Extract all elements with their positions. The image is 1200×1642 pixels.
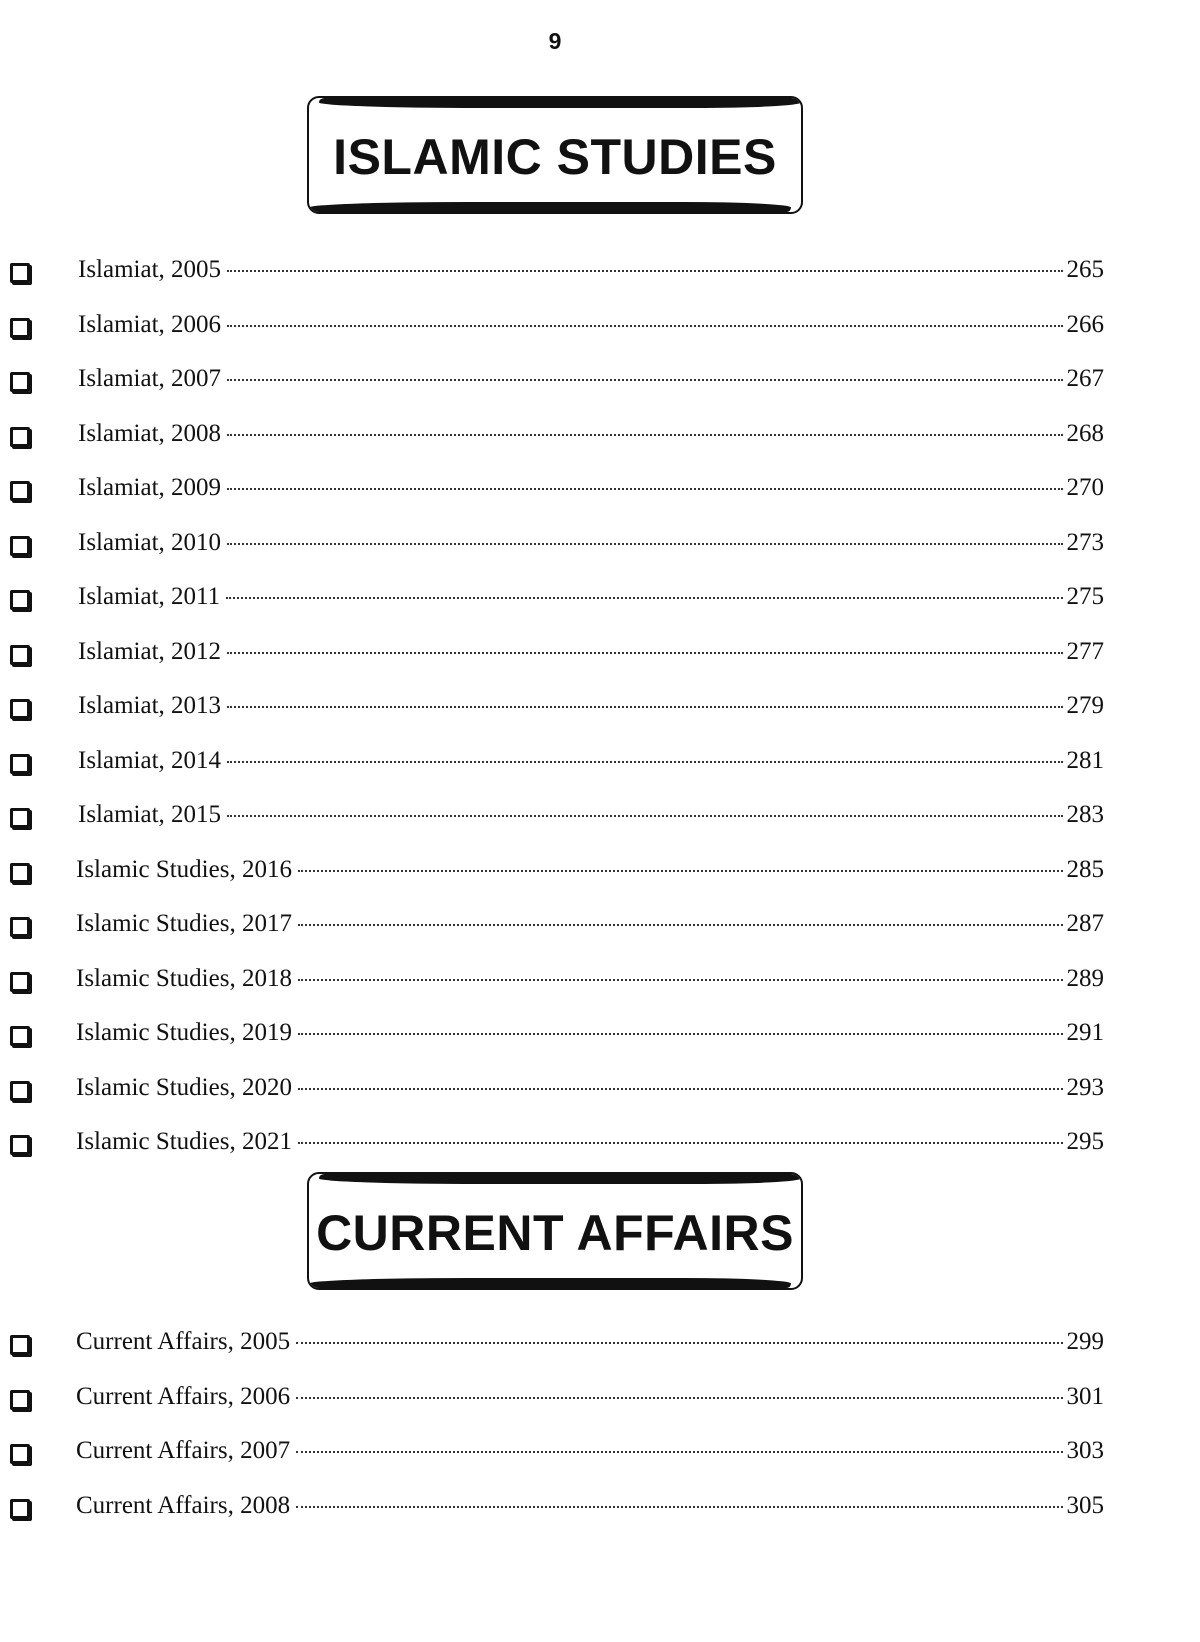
checkbox-icon — [10, 1444, 30, 1464]
page-ref: 283 — [1066, 801, 1104, 828]
dot-leader — [227, 434, 1062, 436]
entry-title: Current Affairs, 2005 — [76, 1328, 291, 1355]
dot-leader — [296, 1451, 1062, 1453]
page-ref: 287 — [1066, 910, 1104, 937]
dot-leader — [227, 325, 1062, 327]
dot-leader — [227, 761, 1062, 763]
checkbox-icon — [10, 1135, 30, 1155]
dot-leader — [227, 488, 1062, 490]
toc-entry[interactable] — [0, 250, 1200, 305]
toc-entry[interactable] — [0, 850, 1200, 905]
dot-leader — [296, 1342, 1062, 1344]
dot-leader — [298, 924, 1063, 926]
toc-entry[interactable] — [0, 523, 1200, 578]
entry-title: Islamic Studies, 2018 — [76, 964, 292, 992]
toc-entry[interactable] — [0, 1013, 1200, 1068]
checkbox-icon — [10, 318, 30, 338]
entry-title: Current Affairs, 2008 — [76, 1491, 291, 1519]
checkbox-icon — [10, 481, 30, 501]
checkbox-icon — [10, 972, 30, 992]
entry-title: Islamiat, 2010 — [78, 528, 222, 556]
checkbox-icon — [10, 1026, 30, 1046]
checkbox-icon — [10, 1390, 30, 1410]
toc-entry[interactable] — [0, 686, 1200, 741]
checkbox-icon — [10, 1081, 30, 1101]
section-title: CURRENT AFFAIRS — [316, 1205, 794, 1261]
toc-entry[interactable] — [0, 468, 1200, 523]
dot-leader — [298, 979, 1063, 981]
section-title: ISLAMIC STUDIES — [333, 129, 777, 185]
toc-entry[interactable] — [0, 1322, 1200, 1377]
checkbox-icon — [10, 699, 30, 719]
entry-title: Islamic Studies, 2017 — [76, 910, 292, 937]
toc-entry[interactable] — [0, 1431, 1200, 1486]
page-ref: 303 — [1066, 1437, 1104, 1464]
page-ref: 268 — [1066, 419, 1104, 447]
toc-entry[interactable] — [0, 959, 1200, 1014]
dot-leader — [227, 706, 1062, 708]
page-ref: 299 — [1066, 1328, 1104, 1355]
checkbox-icon — [10, 808, 30, 828]
checkbox-icon — [10, 754, 30, 774]
toc-entry[interactable] — [0, 1068, 1200, 1123]
entry-title: Islamiat, 2012 — [78, 637, 222, 665]
section-header-current-affairs — [307, 1172, 803, 1290]
entry-title: Islamiat, 2005 — [78, 256, 222, 283]
toc-entry[interactable] — [0, 1486, 1200, 1541]
entry-title: Islamiat, 2013 — [78, 692, 222, 719]
toc-entry[interactable] — [0, 1377, 1200, 1432]
toc-entry[interactable] — [0, 359, 1200, 414]
page-ref: 285 — [1066, 855, 1104, 883]
dot-leader — [296, 1397, 1062, 1399]
entry-title: Islamiat, 2008 — [78, 419, 222, 447]
entry-title: Islamiat, 2006 — [78, 310, 222, 338]
entry-title: Islamic Studies, 2019 — [76, 1019, 292, 1046]
page-number: 9 — [548, 28, 562, 54]
toc-entry[interactable] — [0, 305, 1200, 360]
checkbox-icon — [10, 536, 30, 556]
page-ref: 291 — [1066, 1019, 1104, 1046]
dot-leader — [227, 270, 1062, 272]
page-ref: 275 — [1066, 583, 1104, 610]
page-ref: 301 — [1066, 1382, 1104, 1410]
page-ref: 266 — [1066, 310, 1104, 338]
toc-entry[interactable] — [0, 1122, 1200, 1177]
toc-entry[interactable] — [0, 795, 1200, 850]
checkbox-icon — [10, 427, 30, 447]
dot-leader — [227, 379, 1062, 381]
page-ref: 305 — [1066, 1491, 1104, 1519]
toc-entry[interactable] — [0, 904, 1200, 959]
page-ref: 281 — [1066, 746, 1104, 774]
page-ref: 277 — [1066, 637, 1104, 665]
toc-entry[interactable] — [0, 741, 1200, 796]
page-ref: 267 — [1066, 365, 1104, 392]
page-ref: 270 — [1066, 474, 1104, 501]
dot-leader — [298, 1033, 1063, 1035]
page-ref: 289 — [1066, 964, 1104, 992]
checkbox-icon — [10, 590, 30, 610]
entry-title: Islamiat, 2007 — [78, 365, 222, 392]
dot-leader — [298, 1088, 1063, 1090]
checkbox-icon — [10, 917, 30, 937]
entry-title: Islamic Studies, 2021 — [76, 1128, 292, 1155]
checkbox-icon — [10, 1335, 30, 1355]
dot-leader — [227, 543, 1062, 545]
toc-entry[interactable] — [0, 577, 1200, 632]
checkbox-icon — [10, 263, 30, 283]
entry-title: Islamiat, 2015 — [78, 801, 222, 828]
entry-title: Islamiat, 2009 — [78, 474, 222, 501]
toc-entry[interactable] — [0, 632, 1200, 687]
page-ref: 279 — [1066, 692, 1104, 719]
entry-title: Islamic Studies, 2020 — [76, 1073, 292, 1101]
dot-leader — [296, 1506, 1062, 1508]
entry-title: Current Affairs, 2006 — [76, 1382, 291, 1410]
toc-list-current-affairs — [0, 1322, 1200, 1540]
dot-leader — [298, 870, 1063, 872]
toc-list-islamic-studies — [0, 250, 1200, 1177]
page-ref: 293 — [1066, 1073, 1104, 1101]
checkbox-icon — [10, 645, 30, 665]
dot-leader — [227, 652, 1062, 654]
checkbox-icon — [10, 1499, 30, 1519]
checkbox-icon — [10, 863, 30, 883]
page-ref: 265 — [1066, 256, 1104, 283]
entry-title: Current Affairs, 2007 — [76, 1437, 291, 1464]
dot-leader — [227, 815, 1062, 817]
dot-leader — [298, 1142, 1063, 1144]
dot-leader — [226, 597, 1062, 599]
toc-entry[interactable] — [0, 414, 1200, 469]
page-ref: 295 — [1066, 1128, 1104, 1155]
entry-title: Islamiat, 2011 — [78, 583, 221, 610]
entry-title: Islamiat, 2014 — [78, 746, 222, 774]
page-ref: 273 — [1066, 528, 1104, 556]
checkbox-icon — [10, 372, 30, 392]
entry-title: Islamic Studies, 2016 — [76, 855, 292, 883]
section-header-islamic-studies — [307, 96, 803, 214]
